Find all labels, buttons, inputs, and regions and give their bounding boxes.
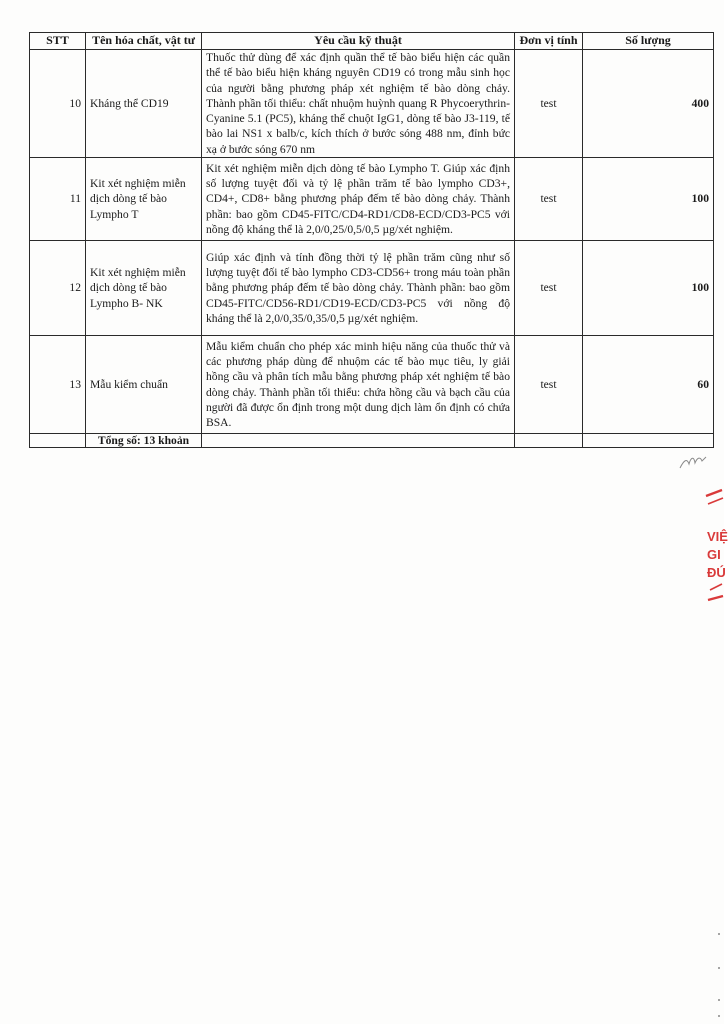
row-name: Kit xét nghiệm miễn dịch dòng tế bào Lympho T [86,158,202,241]
row-unit: test [515,158,583,241]
row-unit: test [515,50,583,158]
table-total-row [30,434,714,448]
row-quantity: 100 [583,158,714,241]
signature-initials-mark [678,452,708,472]
total-empty-cell [30,434,86,448]
total-empty-cell [583,434,714,448]
stamp-text-line1: VIỆ [707,529,728,544]
header-quantity: Số lượng [583,33,714,50]
row-requirements: Kit xét nghiệm miễn dịch dòng tế bào Lympho T. Giúp xác định số lượng tuyệt đối và tỷ lệ phần trăm tế bào lympho CD3+, CD4+, CD8+ bằng phương pháp đếm tế bào dòng chảy. Thành phần: bao gồm CD45-FITC/CD4-RD1/CD8-ECD/CD3-PC5 với nồng độ kháng thể là 2,0/0,25/0,5/0,5 µg/xét nghiệm. [202,158,515,241]
table-row [30,336,714,434]
row-stt: 11 [30,158,86,241]
table-row [30,241,714,336]
row-quantity: 100 [583,241,714,336]
row-quantity: 60 [583,336,714,434]
header-unit: Đơn vị tính [515,33,583,50]
header-name: Tên hóa chất, vật tư [86,33,202,50]
total-empty-cell [515,434,583,448]
row-requirements: Giúp xác định và tính đồng thời tỷ lệ phần trăm cũng như số lượng tuyệt đối tế bào lympho CD3-CD56+ trong máu toàn phần bằng phương pháp đếm tế bào dòng chảy. Thành phần: bao gồm CD45-FITC/CD56-RD1/CD19-ECD/CD3-PC5 với nồng độ kháng thể là 2,0/0,35/0,35/0,5 µg/xét nghiệm. [202,241,515,336]
stamp-text-line3: ĐÚ [707,565,726,580]
header-requirements: Yêu cầu kỹ thuật [202,33,515,50]
red-stamp-fragment [700,486,728,606]
row-stt: 13 [30,336,86,434]
row-quantity: 400 [583,50,714,158]
row-stt: 10 [30,50,86,158]
row-unit: test [515,336,583,434]
total-label: Tổng số: 13 khoản [86,434,202,448]
supplies-table [29,32,714,448]
row-name: Kháng thể CD19 [86,50,202,158]
margin-dots [717,930,721,1020]
row-stt: 12 [30,241,86,336]
stamp-text-line2: GI [707,547,721,562]
table-row [30,158,714,241]
row-name: Kit xét nghiệm miễn dịch dòng tế bào Lympho B- NK [86,241,202,336]
row-requirements: Thuốc thử dùng để xác định quần thể tế bào biểu hiện các quần thể tế bào biểu hiện kháng nguyên CD19 có trong mẫu sinh học của người bằng phương pháp xét nghiệm tế bào dòng chảy. Thành phần tối thiểu: chất nhuộm huỳnh quang R Phycoerythrin-Cyanine 5.1 (PC5), kháng thể chuột IgG1, dòng tế bào J3-119, tế bào lai NS1 x balb/c, kích thích ở bước sóng 488 nm, đỉnh bức xạ ở bước sóng 670 nm [202,50,515,158]
row-name: Mẫu kiểm chuẩn [86,336,202,434]
table-header-row [30,33,714,50]
header-stt: STT [30,33,86,50]
table-row [30,50,714,158]
stamp-border-icon [700,486,724,606]
total-empty-cell [202,434,515,448]
row-requirements: Mẫu kiểm chuẩn cho phép xác minh hiệu năng của thuốc thử và các phương pháp dùng để nhuộm các tế bào mục tiêu, ly giải hồng cầu và phân tích mẫu bằng phương pháp xét nghiệm tế bào dòng chảy. Thành phần tối thiểu: chứa hồng cầu và bạch cầu của người đã được ổn định trong một dung dịch làm ổn định có chứa BSA. [202,336,515,434]
row-unit: test [515,241,583,336]
